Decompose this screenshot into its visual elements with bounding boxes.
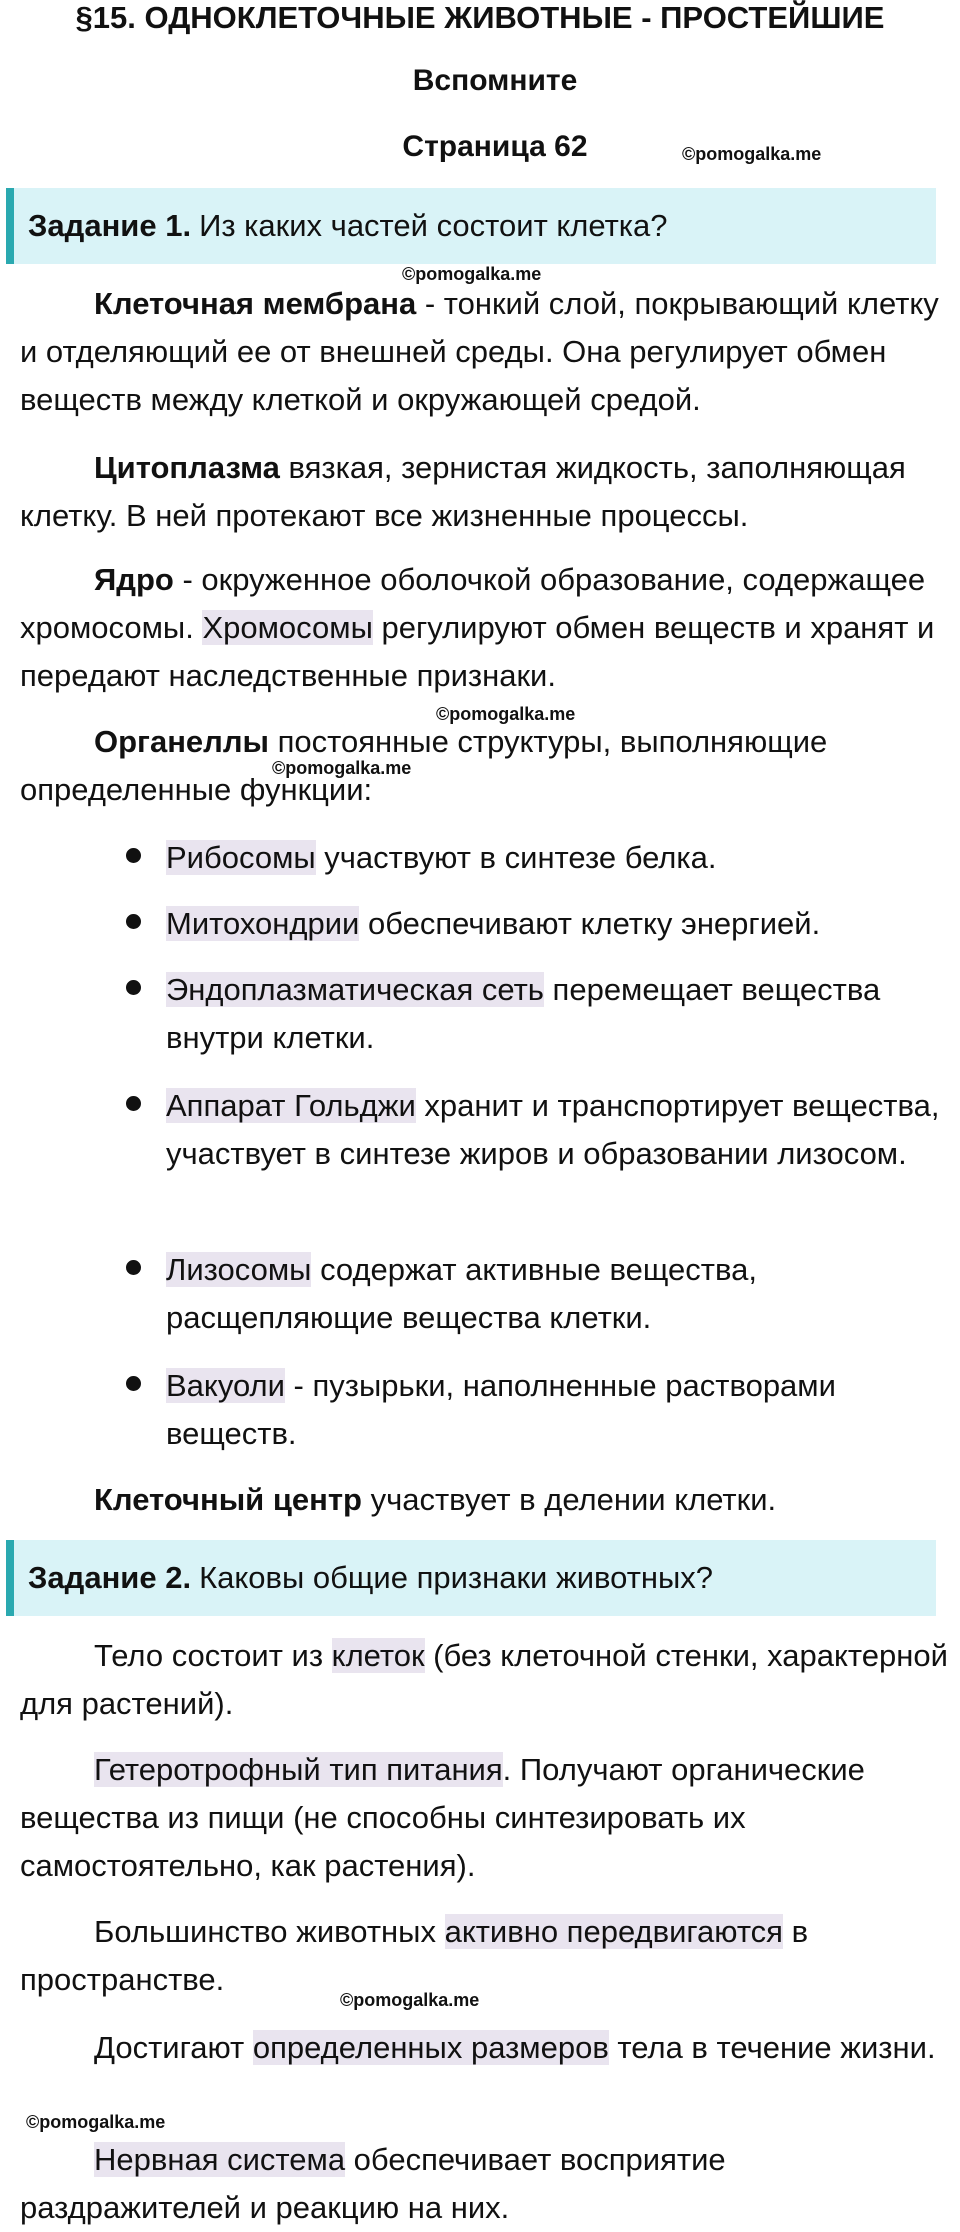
nucleus-text-2: регулируют обмен веществ и хранят и передают наследственные признаки. bbox=[20, 610, 935, 693]
watermark: ©pomogalka.me bbox=[340, 1990, 480, 2010]
nucleus-term: Ядро bbox=[94, 562, 174, 597]
watermark: ©pomogalka.me bbox=[682, 144, 822, 164]
list-item: Вакуоли - пузырьки, наполненные растворами веществ. bbox=[166, 1362, 946, 1458]
organelles-term: Органеллы bbox=[94, 724, 270, 759]
task-2-header bbox=[6, 1540, 936, 1616]
page-number-title: Страница 62 bbox=[402, 130, 588, 163]
nucleus-text-1: - окруженное оболочкой образование, содержащее хромосомы. bbox=[20, 562, 926, 645]
cytoplasm-term: Цитоплазма bbox=[94, 450, 280, 485]
cell-center-text: участвует в делении клетки. bbox=[361, 1482, 777, 1517]
organelles-paragraph bbox=[20, 718, 950, 814]
cell-center-paragraph bbox=[20, 1476, 950, 1524]
animal-sign-4: Достигают определенных размеров тела в течение жизни. bbox=[94, 2030, 936, 2065]
page-title: §15. ОДНОКЛЕТОЧНЫЕ ЖИВОТНЫЕ - ПРОСТЕЙШИЕ bbox=[75, 0, 885, 35]
task-2-question: Каковы общие признаки животных? bbox=[199, 1560, 714, 1595]
animal-sign-1: Тело состоит из клеток (без клеточной стенки, характерной для растений). bbox=[20, 1638, 948, 1721]
list-item: Эндоплазматическая сеть перемещает вещества внутри клетки. bbox=[166, 966, 946, 1062]
list-item: Аппарат Гольджи хранит и транспортирует вещества, участвует в синтезе жиров и образовании лизосом. bbox=[166, 1082, 946, 1178]
animal-sign-5: Нервная система обеспечивает восприятие раздражителей и реакцию на них. bbox=[20, 2142, 726, 2225]
task-1-label: Задание 1. bbox=[28, 208, 192, 243]
task-2-label: Задание 2. bbox=[28, 1560, 192, 1595]
animal-sign-2: Гетеротрофный тип питания. Получают органические вещества из пищи (не способны синтезировать их самостоятельно, как растения). bbox=[20, 1752, 865, 1883]
list-item: Митохондрии обеспечивают клетку энергией. bbox=[166, 900, 946, 948]
task-1-header bbox=[6, 188, 936, 264]
watermark: ©pomogalka.me bbox=[26, 2112, 166, 2132]
watermark: ©pomogalka.me bbox=[272, 758, 412, 778]
cytoplasm-paragraph bbox=[20, 444, 950, 540]
nucleus-paragraph bbox=[20, 556, 950, 700]
organelles-text: постоянные структуры, выполняющие определенные функции: bbox=[20, 724, 828, 807]
section-subtitle: Вспомните bbox=[412, 64, 578, 97]
chromosomes-highlight: Хромосомы bbox=[202, 610, 373, 645]
cell-center-term: Клеточный центр bbox=[94, 1482, 362, 1517]
list-item: Рибосомы участвуют в синтезе белка. bbox=[166, 834, 946, 882]
membrane-paragraph bbox=[20, 280, 950, 424]
animal-sign-3: Большинство животных активно передвигаются в пространстве. bbox=[20, 1914, 809, 1997]
watermark: ©pomogalka.me bbox=[402, 264, 542, 284]
membrane-text: - тонкий слой, покрывающий клетку и отделяющий ее от внешней среды. Она регулирует обмен веществ между клеткой и окружающей средой. bbox=[20, 286, 939, 417]
cytoplasm-text: вязкая, зернистая жидкость, заполняющая клетку. В ней протекают все жизненные процессы. bbox=[20, 450, 906, 533]
task-1-question: Из каких частей состоит клетка? bbox=[199, 208, 668, 243]
watermark: ©pomogalka.me bbox=[436, 704, 576, 724]
membrane-term: Клеточная мембрана bbox=[94, 286, 417, 321]
list-item: Лизосомы содержат активные вещества, расщепляющие вещества клетки. bbox=[166, 1246, 946, 1342]
